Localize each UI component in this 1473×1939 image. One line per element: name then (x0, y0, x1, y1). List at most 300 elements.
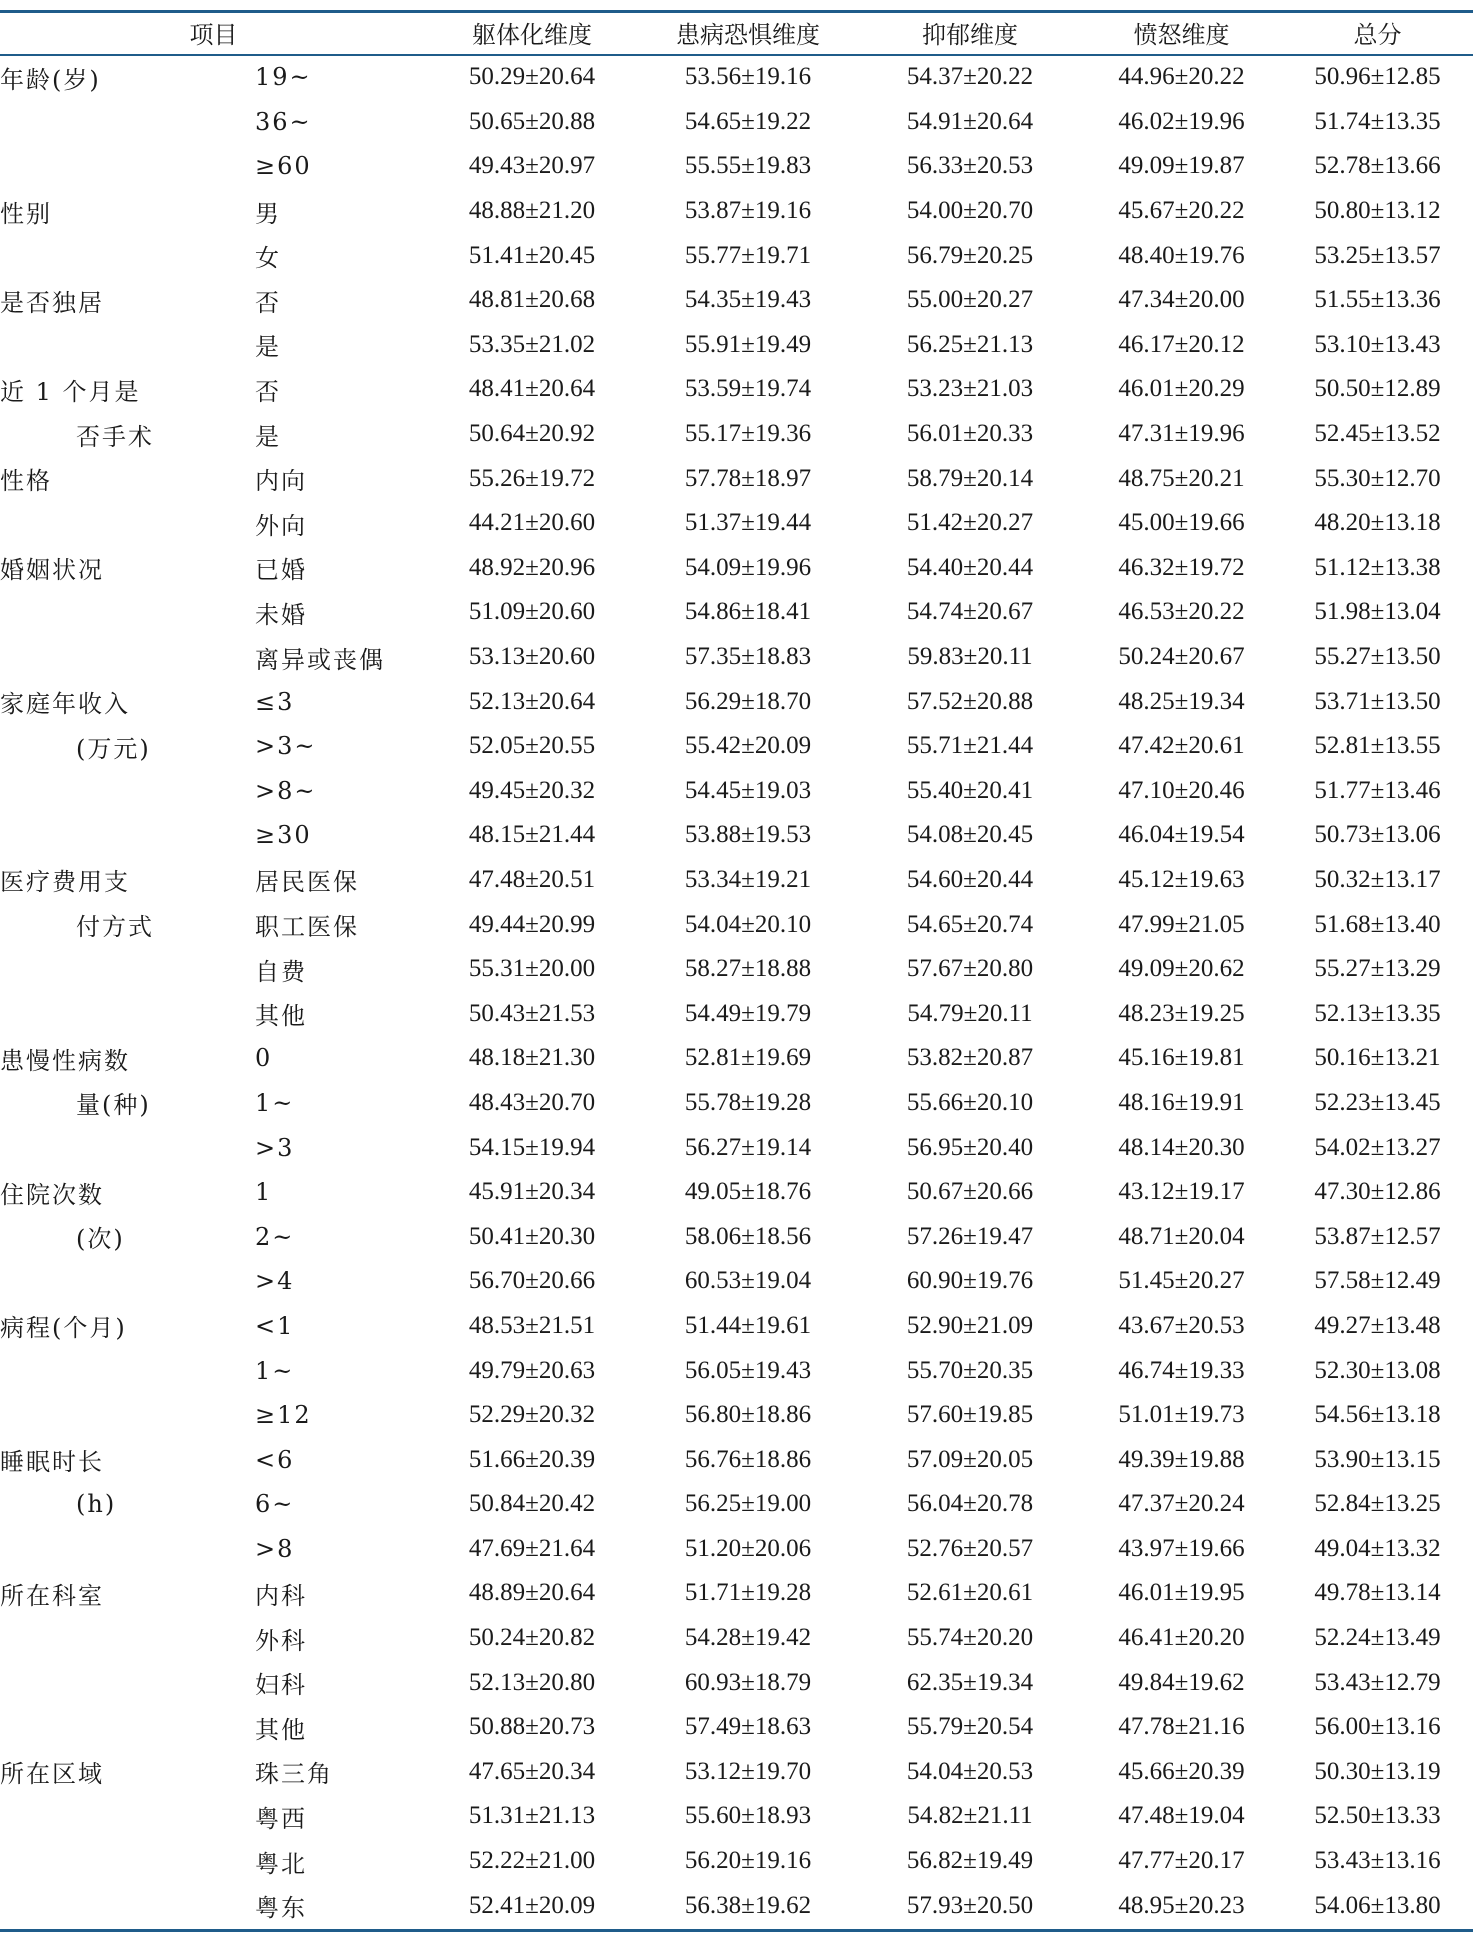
cell-somatization: 47.65±20.34 (468, 1757, 596, 1785)
cell-fear: 56.38±19.62 (684, 1891, 812, 1919)
table-row (0, 1527, 1473, 1572)
table-row (0, 1214, 1473, 1259)
cell-total: 53.43±12.79 (1314, 1668, 1441, 1696)
cell-fear: 53.88±19.53 (684, 821, 812, 849)
cell-fear: 54.28±19.42 (684, 1624, 812, 1652)
cell-depression: 54.37±20.22 (906, 63, 1034, 91)
table-row (0, 1794, 1473, 1839)
cell-total: 49.78±13.14 (1314, 1579, 1441, 1607)
table-row (0, 1393, 1473, 1438)
cell-anger: 47.78±21.16 (1118, 1713, 1245, 1741)
cell-anger: 47.77±20.17 (1118, 1847, 1245, 1875)
cell-fear: 56.25±19.00 (684, 1490, 812, 1518)
cell-depression: 55.66±20.10 (906, 1088, 1034, 1116)
cell-fear: 51.37±19.44 (684, 509, 812, 537)
cell-depression: 54.74±20.67 (906, 598, 1034, 626)
cell-total: 52.78±13.66 (1314, 152, 1441, 180)
row-subgroup: 其他 (255, 1715, 307, 1744)
row-category (0, 769, 255, 814)
cell-somatization: 52.22±21.00 (468, 1847, 596, 1875)
row-category (0, 1794, 255, 1839)
cell-fear: 58.06±18.56 (684, 1222, 812, 1250)
cell-somatization: 53.13±20.60 (468, 643, 596, 671)
cell-total: 50.80±13.12 (1314, 197, 1441, 225)
cell-anger: 47.37±20.24 (1118, 1490, 1245, 1518)
row-subgroup: 粤东 (255, 1894, 307, 1923)
row-subgroup: 6~ (255, 1490, 295, 1519)
table-row (0, 902, 1473, 947)
header-depression: 抑郁维度 (922, 21, 1018, 49)
header-anger: 愤怒维度 (1133, 21, 1230, 49)
cell-total: 51.55±13.36 (1314, 286, 1441, 314)
cell-fear: 55.55±19.83 (684, 152, 812, 180)
row-category: 否手术 (76, 422, 154, 451)
table-row (0, 456, 1473, 501)
table-row (0, 1259, 1473, 1304)
cell-fear: 51.20±20.06 (684, 1534, 812, 1562)
cell-fear: 55.60±18.93 (684, 1802, 812, 1830)
cell-somatization: 50.29±20.64 (468, 63, 596, 91)
table-row (0, 858, 1473, 903)
cell-depression: 59.83±20.11 (907, 643, 1033, 671)
cell-anger: 46.32±19.72 (1118, 553, 1245, 581)
cell-anger: 49.39±19.88 (1118, 1445, 1245, 1473)
cell-anger: 48.25±19.34 (1118, 687, 1245, 715)
cell-fear: 54.35±19.43 (684, 286, 812, 314)
cell-total: 53.25±13.57 (1314, 241, 1441, 269)
row-category (0, 947, 255, 992)
cell-fear: 56.05±19.43 (684, 1356, 812, 1384)
cell-fear: 56.20±19.16 (684, 1847, 812, 1875)
cell-anger: 47.99±21.05 (1118, 910, 1245, 938)
cell-somatization: 51.09±20.60 (468, 598, 596, 626)
cell-anger: 46.04±19.54 (1118, 821, 1245, 849)
cell-anger: 48.23±19.25 (1118, 999, 1245, 1027)
cell-somatization: 55.31±20.00 (468, 955, 596, 983)
row-subgroup: 19~ (255, 63, 312, 92)
table-row (0, 1437, 1473, 1482)
row-subgroup: 1~ (255, 1356, 295, 1385)
cell-somatization: 50.43±21.53 (468, 999, 596, 1027)
row-subgroup: 是 (255, 333, 281, 362)
table-row (0, 769, 1473, 814)
row-subgroup: 妇科 (255, 1671, 307, 1700)
cell-fear: 54.45±19.03 (684, 776, 812, 804)
row-subgroup: 否 (255, 288, 281, 317)
cell-depression: 57.09±20.05 (906, 1445, 1034, 1473)
cell-fear: 54.65±19.22 (684, 107, 812, 135)
cell-fear: 58.27±18.88 (684, 955, 812, 983)
cell-anger: 48.16±19.91 (1118, 1088, 1245, 1116)
cell-fear: 56.76±18.86 (684, 1445, 812, 1473)
cell-anger: 46.74±19.33 (1118, 1356, 1245, 1384)
table-row (0, 412, 1473, 457)
table-row (0, 55, 1473, 100)
cell-depression: 54.91±20.64 (906, 107, 1034, 135)
row-subgroup: 内科 (255, 1581, 307, 1610)
cell-depression: 62.35±19.34 (906, 1668, 1034, 1696)
cell-fear: 53.87±19.16 (684, 197, 812, 225)
cell-fear: 49.05±18.76 (684, 1178, 812, 1206)
cell-somatization: 48.43±20.70 (468, 1088, 596, 1116)
cell-fear: 57.78±18.97 (684, 464, 812, 492)
cell-fear: 55.42±20.09 (684, 732, 812, 760)
row-category: 睡眠时长 (0, 1448, 104, 1477)
cell-somatization: 49.44±20.99 (468, 910, 596, 938)
cell-depression: 56.82±19.49 (906, 1847, 1034, 1875)
cell-somatization: 50.65±20.88 (468, 107, 596, 135)
table-row (0, 144, 1473, 189)
row-subgroup: 未婚 (255, 600, 307, 629)
cell-depression: 57.60±19.85 (906, 1401, 1034, 1429)
row-category: 性格 (0, 467, 52, 496)
table-row (0, 679, 1473, 724)
cell-anger: 43.67±20.53 (1118, 1311, 1245, 1339)
row-subgroup: 已婚 (255, 556, 307, 585)
row-subgroup: >3~ (255, 732, 317, 761)
cell-fear: 53.12±19.70 (684, 1757, 812, 1785)
table-body (0, 55, 1473, 1928)
row-category (0, 100, 255, 145)
header-fear: 患病恐惧维度 (676, 21, 820, 49)
cell-total: 52.45±13.52 (1314, 420, 1441, 448)
cell-depression: 50.67±20.66 (906, 1178, 1034, 1206)
cell-total: 54.56±13.18 (1314, 1401, 1441, 1429)
cell-depression: 53.82±20.87 (906, 1044, 1034, 1072)
cell-depression: 54.00±20.70 (906, 197, 1034, 225)
cell-anger: 46.01±19.95 (1118, 1579, 1245, 1607)
cell-total: 52.23±13.45 (1314, 1088, 1441, 1116)
table-row (0, 323, 1473, 368)
cell-total: 51.98±13.04 (1314, 598, 1441, 626)
cell-depression: 56.04±20.78 (906, 1490, 1034, 1518)
row-category (0, 501, 255, 546)
cell-somatization: 44.21±20.60 (468, 509, 596, 537)
cell-total: 50.50±12.89 (1314, 375, 1441, 403)
table-row (0, 724, 1473, 769)
cell-anger: 47.42±20.61 (1118, 732, 1245, 760)
cell-total: 55.27±13.29 (1314, 955, 1441, 983)
cell-somatization: 52.13±20.80 (468, 1668, 596, 1696)
cell-somatization: 50.41±20.30 (468, 1222, 596, 1250)
cell-depression: 56.33±20.53 (906, 152, 1034, 180)
cell-depression: 55.74±20.20 (906, 1624, 1034, 1652)
row-category (0, 590, 255, 635)
row-subgroup: >8~ (255, 776, 317, 805)
cell-depression: 54.08±20.45 (906, 821, 1034, 849)
cell-fear: 60.53±19.04 (684, 1267, 812, 1295)
table-row (0, 1705, 1473, 1750)
cell-fear: 53.56±19.16 (684, 63, 812, 91)
cell-anger: 46.41±20.20 (1118, 1624, 1245, 1652)
table-row (0, 1571, 1473, 1616)
row-subgroup: >4 (255, 1267, 295, 1296)
cell-anger: 47.48±19.04 (1118, 1802, 1245, 1830)
row-subgroup: 外向 (255, 511, 307, 540)
row-category (0, 1839, 255, 1884)
table-row (0, 635, 1473, 680)
cell-somatization: 47.48±20.51 (468, 865, 596, 893)
row-category (0, 635, 255, 680)
row-subgroup: 男 (255, 199, 281, 228)
row-subgroup: 2~ (255, 1222, 295, 1251)
cell-somatization: 53.35±21.02 (468, 330, 596, 358)
cell-depression: 56.79±20.25 (906, 241, 1034, 269)
cell-depression: 54.40±20.44 (906, 553, 1034, 581)
row-subgroup: 粤北 (255, 1849, 307, 1878)
table-row (0, 501, 1473, 546)
cell-depression: 58.79±20.14 (906, 464, 1034, 492)
cell-anger: 43.12±19.17 (1118, 1178, 1245, 1206)
row-category (0, 144, 255, 189)
table-row (0, 100, 1473, 145)
cell-fear: 51.71±19.28 (684, 1579, 812, 1607)
cell-total: 53.10±13.43 (1314, 330, 1441, 358)
header-row (0, 10, 1473, 55)
row-category (0, 1125, 255, 1170)
table-row (0, 947, 1473, 992)
bottom-rule (0, 1929, 1473, 1932)
row-category (0, 813, 255, 858)
table-row (0, 1170, 1473, 1215)
cell-somatization: 50.24±20.82 (468, 1624, 596, 1652)
cell-fear: 55.77±19.71 (684, 241, 812, 269)
table-row (0, 1660, 1473, 1705)
cell-anger: 45.66±20.39 (1118, 1757, 1245, 1785)
cell-somatization: 48.18±21.30 (468, 1044, 596, 1072)
cell-depression: 57.26±19.47 (906, 1222, 1034, 1250)
cell-depression: 57.52±20.88 (906, 687, 1034, 715)
cell-depression: 54.79±20.11 (907, 999, 1033, 1027)
row-category (0, 991, 255, 1036)
cell-somatization: 45.91±20.34 (468, 1178, 596, 1206)
table-row (0, 590, 1473, 635)
cell-fear: 54.04±20.10 (684, 910, 812, 938)
row-subgroup: 是 (255, 422, 281, 451)
cell-anger: 48.14±20.30 (1118, 1133, 1245, 1161)
cell-anger: 48.71±20.04 (1118, 1222, 1245, 1250)
cell-anger: 48.95±20.23 (1118, 1891, 1245, 1919)
row-subgroup: 内向 (255, 467, 307, 496)
cell-anger: 47.10±20.46 (1118, 776, 1245, 804)
cell-total: 50.16±13.21 (1314, 1044, 1441, 1072)
row-category (0, 1616, 255, 1661)
cell-somatization: 49.79±20.63 (468, 1356, 596, 1384)
cell-depression: 53.23±21.03 (906, 375, 1034, 403)
row-subgroup: ≥60 (255, 152, 312, 181)
cell-depression: 56.01±20.33 (906, 420, 1034, 448)
row-category (0, 1527, 255, 1572)
cell-anger: 51.45±20.27 (1118, 1267, 1245, 1295)
row-subgroup: 居民医保 (255, 868, 359, 897)
cell-total: 54.06±13.80 (1314, 1891, 1441, 1919)
cell-fear: 54.86±18.41 (684, 598, 812, 626)
table-row (0, 233, 1473, 278)
header-total: 总分 (1353, 21, 1402, 49)
cell-total: 52.50±13.33 (1314, 1802, 1441, 1830)
cell-depression: 56.25±21.13 (906, 330, 1034, 358)
table-row (0, 189, 1473, 234)
table-row (0, 1839, 1473, 1884)
cell-anger: 49.09±19.87 (1118, 152, 1245, 180)
cell-total: 47.30±12.86 (1314, 1178, 1441, 1206)
cell-fear: 60.93±18.79 (684, 1668, 812, 1696)
cell-somatization: 50.64±20.92 (468, 420, 596, 448)
row-subgroup: 36~ (255, 107, 312, 136)
row-category: 是否独居 (0, 288, 104, 317)
cell-total: 52.30±13.08 (1314, 1356, 1441, 1384)
table-row (0, 1883, 1473, 1928)
cell-fear: 57.49±18.63 (684, 1713, 812, 1741)
row-subgroup: ≥12 (255, 1401, 312, 1430)
table-row (0, 813, 1473, 858)
row-category: 家庭年收入 (0, 690, 130, 719)
cell-total: 50.73±13.06 (1314, 821, 1441, 849)
row-category (0, 1348, 255, 1393)
row-category: 婚姻状况 (0, 556, 104, 585)
row-subgroup: 女 (255, 244, 281, 273)
row-category: 性别 (0, 199, 52, 228)
cell-depression: 55.71±21.44 (906, 732, 1034, 760)
cell-anger: 49.09±20.62 (1118, 955, 1245, 983)
cell-somatization: 48.41±20.64 (468, 375, 596, 403)
cell-somatization: 52.13±20.64 (468, 687, 596, 715)
cell-anger: 45.12±19.63 (1118, 865, 1245, 893)
row-subgroup: 离异或丧偶 (255, 645, 385, 674)
cell-anger: 49.84±19.62 (1118, 1668, 1245, 1696)
cell-somatization: 48.92±20.96 (468, 553, 596, 581)
cell-fear: 54.09±19.96 (684, 553, 812, 581)
cell-somatization: 49.45±20.32 (468, 776, 596, 804)
cell-somatization: 48.88±21.20 (468, 197, 596, 225)
row-category (0, 1259, 255, 1304)
cell-total: 55.27±13.50 (1314, 643, 1441, 671)
cell-depression: 52.61±20.61 (906, 1579, 1034, 1607)
cell-fear: 53.34±19.21 (684, 865, 812, 893)
cell-total: 51.74±13.35 (1314, 107, 1441, 135)
cell-total: 55.30±12.70 (1314, 464, 1441, 492)
row-subgroup: 1~ (255, 1088, 295, 1117)
cell-somatization: 52.41±20.09 (468, 1891, 596, 1919)
cell-total: 53.71±13.50 (1314, 687, 1441, 715)
cell-total: 53.90±13.15 (1314, 1445, 1441, 1473)
cell-somatization: 50.84±20.42 (468, 1490, 596, 1518)
row-subgroup: <1 (255, 1311, 295, 1340)
table-row (0, 991, 1473, 1036)
cell-anger: 46.17±20.12 (1118, 330, 1245, 358)
cell-fear: 52.81±19.69 (684, 1044, 812, 1072)
cell-anger: 44.96±20.22 (1118, 63, 1245, 91)
header-item: 项目 (189, 21, 238, 49)
cell-total: 53.43±13.16 (1314, 1847, 1441, 1875)
table-row (0, 367, 1473, 412)
cell-total: 51.12±13.38 (1314, 553, 1441, 581)
cell-somatization: 51.31±21.13 (468, 1802, 596, 1830)
cell-depression: 56.95±20.40 (906, 1133, 1034, 1161)
row-category: (次) (76, 1225, 125, 1254)
cell-somatization: 52.05±20.55 (468, 732, 596, 760)
cell-depression: 60.90±19.76 (906, 1267, 1034, 1295)
row-category (0, 233, 255, 278)
cell-fear: 55.78±19.28 (684, 1088, 812, 1116)
cell-total: 52.84±13.25 (1314, 1490, 1441, 1518)
row-subgroup: 否 (255, 377, 281, 406)
cell-total: 51.68±13.40 (1314, 910, 1441, 938)
cell-fear: 53.59±19.74 (684, 375, 812, 403)
table-row (0, 1482, 1473, 1527)
cell-depression: 55.70±20.35 (906, 1356, 1034, 1384)
cell-somatization: 47.69±21.64 (468, 1534, 596, 1562)
cell-fear: 56.29±18.70 (684, 687, 812, 715)
cell-anger: 45.00±19.66 (1118, 509, 1245, 537)
cell-fear: 56.80±18.86 (684, 1401, 812, 1429)
cell-fear: 51.44±19.61 (684, 1311, 812, 1339)
cell-somatization: 51.66±20.39 (468, 1445, 596, 1473)
row-category: 住院次数 (0, 1180, 104, 1209)
cell-somatization: 48.81±20.68 (468, 286, 596, 314)
cell-anger: 51.01±19.73 (1118, 1401, 1245, 1429)
row-category (0, 1660, 255, 1705)
row-subgroup: 自费 (255, 957, 307, 986)
cell-anger: 48.75±20.21 (1118, 464, 1245, 492)
cell-total: 52.13±13.35 (1314, 999, 1441, 1027)
cell-depression: 55.00±20.27 (906, 286, 1034, 314)
cell-somatization: 49.43±20.97 (468, 152, 596, 180)
cell-total: 50.32±13.17 (1314, 865, 1441, 893)
row-category: 所在区域 (0, 1760, 104, 1789)
row-subgroup: 粤西 (255, 1804, 307, 1833)
table-row (0, 278, 1473, 323)
cell-depression: 54.65±20.74 (906, 910, 1034, 938)
row-subgroup: 外科 (255, 1626, 307, 1655)
cell-total: 52.24±13.49 (1314, 1624, 1441, 1652)
cell-anger: 46.02±19.96 (1118, 107, 1245, 135)
cell-depression: 57.67±20.80 (906, 955, 1034, 983)
cell-fear: 55.17±19.36 (684, 420, 812, 448)
table-row (0, 546, 1473, 591)
table-row (0, 1304, 1473, 1349)
row-subgroup: ≤3 (255, 687, 295, 716)
row-subgroup: 1 (255, 1178, 273, 1207)
table-row (0, 1616, 1473, 1661)
cell-depression: 54.82±21.11 (907, 1802, 1033, 1830)
row-subgroup: 职工医保 (255, 913, 359, 942)
row-category: (万元) (76, 734, 151, 763)
cell-total: 52.81±13.55 (1314, 732, 1441, 760)
cell-somatization: 48.89±20.64 (468, 1579, 596, 1607)
cell-depression: 55.40±20.41 (906, 776, 1034, 804)
cell-depression: 54.60±20.44 (906, 865, 1034, 893)
cell-fear: 57.35±18.83 (684, 643, 812, 671)
cell-anger: 45.16±19.81 (1118, 1044, 1245, 1072)
cell-total: 50.96±12.85 (1314, 63, 1441, 91)
cell-somatization: 56.70±20.66 (468, 1267, 596, 1295)
cell-anger: 45.67±20.22 (1118, 197, 1245, 225)
cell-somatization: 51.41±20.45 (468, 241, 596, 269)
cell-somatization: 55.26±19.72 (468, 464, 596, 492)
cell-total: 49.04±13.32 (1314, 1534, 1441, 1562)
row-subgroup: 0 (255, 1044, 273, 1073)
table-row (0, 1348, 1473, 1393)
cell-depression: 52.90±21.09 (906, 1311, 1034, 1339)
cell-depression: 54.04±20.53 (906, 1757, 1034, 1785)
cell-anger: 48.40±19.76 (1118, 241, 1245, 269)
cell-depression: 51.42±20.27 (906, 509, 1034, 537)
row-category: 量(种) (76, 1091, 151, 1120)
row-subgroup: <6 (255, 1445, 295, 1474)
row-category (0, 1393, 255, 1438)
cell-fear: 55.91±19.49 (684, 330, 812, 358)
